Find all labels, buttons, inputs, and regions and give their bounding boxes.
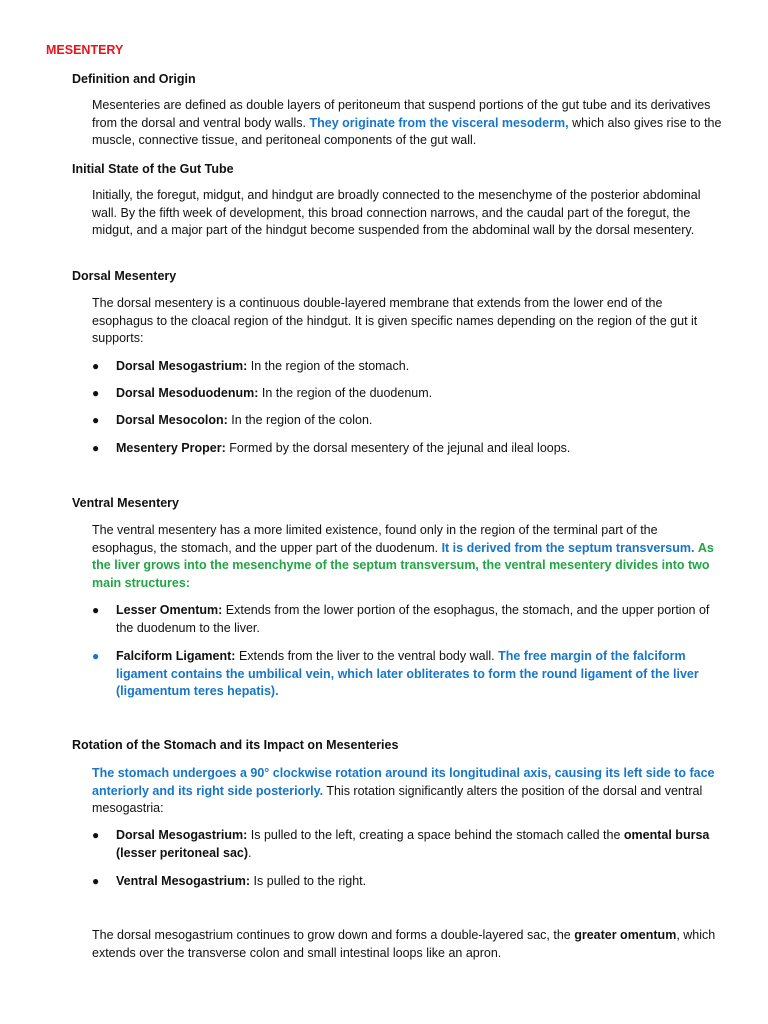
list-desc: In the region of the stomach.: [247, 359, 410, 373]
list-item: [92, 827, 724, 862]
bullet-icon: ●: [92, 649, 100, 663]
list-term: Ventral Mesogastrium:: [116, 874, 251, 888]
list-desc: Is pulled to the right.: [250, 874, 367, 888]
list-item: [92, 873, 724, 891]
bullet-icon: ●: [92, 828, 100, 842]
paragraph-ventral-mesentery: [92, 522, 724, 593]
list-term: Dorsal Mesogastrium:: [116, 359, 248, 373]
text: .: [248, 845, 252, 860]
list-term: Falciform Ligament:: [116, 649, 236, 663]
list-item: [92, 358, 724, 376]
list-term: Dorsal Mesoduodenum:: [116, 386, 259, 400]
list-desc: In the region of the colon.: [227, 413, 373, 427]
list-term: Lesser Omentum:: [116, 603, 223, 617]
paragraph-initial-state: Initially, the foregut, midgut, and hindgut are broadly connected to the mesenchyme of the posterior abdominal wall. By the fifth week of development, this broad connection narrows, and the caudal part of the foregut, the midgut, and a major part of the hindgut become suspended from the abdominal wall by the dorsal mesentery.: [92, 188, 701, 238]
list-term: Dorsal Mesogastrium:: [116, 828, 248, 842]
paragraph-definition: [92, 97, 724, 150]
heading-initial-state: Initial State of the Gut Tube: [72, 162, 234, 176]
list-item: [92, 440, 724, 458]
list-desc: Extends from the liver to the ventral body wall.: [235, 649, 499, 663]
list-desc: In the region of the duodenum.: [258, 386, 433, 400]
text: The ventral mesentery has a more limited existence, found only in the region of the terminal part of the esophagus, the stomach, and the upper part of the duodenum.: [92, 523, 658, 555]
highlight-text: The stomach undergoes a 90° clockwise rotation around its longitudinal axis, causing its left side to face anteriorly and its right side posteriorly.: [92, 766, 715, 798]
list-desc: Formed by the dorsal mesentery of the jejunal and ileal loops.: [225, 441, 571, 455]
term-greater-omentum: greater omentum: [574, 928, 677, 942]
text: Mesenteries are defined as double layers of peritoneum that suspend portions of the gut tube and its derivatives from the dorsal and ventral body walls.: [92, 98, 711, 130]
bullet-icon: ●: [92, 874, 100, 888]
list-term: Dorsal Mesocolon:: [116, 413, 228, 427]
bullet-icon: ●: [92, 413, 100, 427]
list-term: omental bursa (lesser peritoneal sac): [116, 828, 710, 860]
bullet-icon: ●: [92, 359, 100, 373]
paragraph-rotation: [92, 765, 724, 818]
text: which also gives rise to the muscle, connective tissue, and peritoneal components of the gut wall.: [92, 115, 722, 148]
list-term: Mesentery Proper:: [116, 441, 226, 455]
highlight-green-text: As the liver grows into the mesenchyme of the septum transversum, the ventral mesentery divides into two main structures:: [92, 540, 714, 591]
heading-definition: Definition and Origin: [72, 72, 196, 86]
list-item: [92, 602, 724, 637]
text: This rotation significantly alters the position of the dorsal and ventral mesogastria:: [92, 783, 703, 816]
list-desc: Is pulled to the left, creating a space behind the stomach called the: [247, 828, 624, 842]
text: , which extends over the transverse colon and small intestinal loops like an apron.: [92, 928, 716, 960]
text: The dorsal mesogastrium continues to grow down and forms a double-layered sac, the: [92, 928, 575, 942]
highlight-text: They originate from the visceral mesoderm,: [309, 115, 569, 130]
page-title: MESENTERY: [46, 43, 124, 57]
paragraph-dorsal-mesentery: The dorsal mesentery is a continuous double-layered membrane that extends from the lower end of the esophagus to the cloacal region of the hindgut. It is given specific names depending on the region of the gut it supports:: [92, 296, 698, 346]
heading-rotation: Rotation of the Stomach and its Impact on Mesenteries: [72, 738, 399, 752]
list-item: [92, 412, 724, 430]
list-item: [92, 385, 724, 403]
list-desc: Extends from the lower portion of the esophagus, the stomach, and the upper portion of the duodenum to the liver.: [116, 603, 710, 635]
bullet-icon: ●: [92, 603, 100, 617]
highlight-text: The free margin of the falciform ligament contains the umbilical vein, which later obliterates to form the round ligament of the liver (ligamentum teres hepatis).: [116, 649, 699, 699]
heading-ventral-mesentery: Ventral Mesentery: [72, 496, 179, 510]
heading-dorsal-mesentery: Dorsal Mesentery: [72, 269, 177, 283]
bullet-icon: ●: [92, 386, 100, 400]
paragraph-closing: [92, 927, 724, 962]
list-item: [92, 648, 724, 701]
highlight-text: It is derived from the septum transversum.: [441, 540, 695, 555]
bullet-icon: ●: [92, 441, 100, 455]
